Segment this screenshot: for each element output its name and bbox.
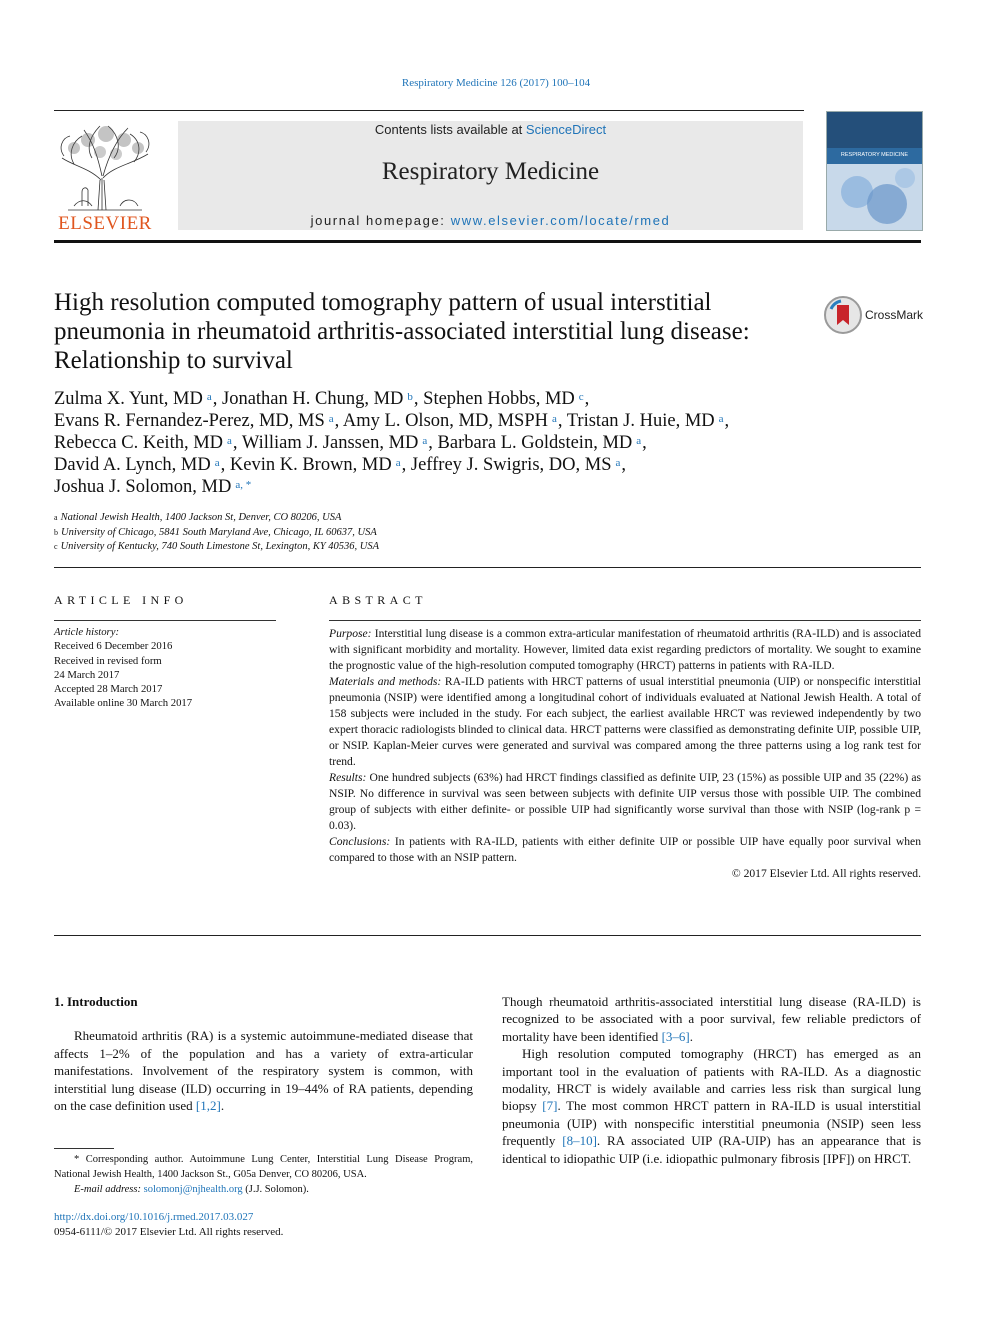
intro-paragraph-1 (54, 1027, 473, 1114)
abstract-results (329, 770, 921, 834)
journal-masthead (178, 121, 803, 230)
author-affiliation-marker[interactable]: a (422, 435, 428, 447)
section-rule (54, 567, 921, 568)
reference-link[interactable]: [7] (542, 1098, 558, 1114)
author-affiliation-marker[interactable]: a (615, 457, 621, 469)
author-name: Amy L. Olson, MD, MSPH (342, 411, 548, 431)
paragraph-text: Rheumatoid arthritis (RA) is a systemic autoimmune-mediated disease that affects 1–2% of the population and has a variety of extra-articular manifestations. Involvement of the respiratory system is common, with interstitial lung disease (ILD) occurring in 19–44% of RA patients, depending on the case definition used (54, 1028, 473, 1114)
issn-line: 0954-6111/© 2017 Elsevier Ltd. All rights reserved. (54, 1226, 284, 1238)
history-heading: Article history: (54, 626, 120, 638)
author-affiliation-marker[interactable]: a (551, 413, 557, 425)
header-rule (54, 110, 804, 111)
author-name: Tristan J. Huie, MD (566, 411, 715, 431)
affiliation-text: University of Kentucky, 740 South Limestone St, Lexington, KY 40536, USA (60, 541, 380, 552)
intro-paragraph-1-cont (502, 993, 921, 1045)
cover-title: RESPIRATORY MEDICINE (840, 152, 909, 158)
author-name: Jonathan H. Chung, MD (222, 389, 404, 409)
corresponding-author-footnote (54, 1152, 473, 1197)
author-affiliation-marker[interactable]: a (636, 435, 642, 447)
doi-link[interactable]: http://dx.doi.org/10.1016/j.rmed.2017.03.027 (54, 1211, 254, 1223)
footnote-text: * Corresponding author. Autoimmune Lung Center, Interstitial Lung Disease Program, National Jewish Health, 1400 Jackson St., G05a Denver, CO 80206, USA. (54, 1154, 473, 1180)
abstract-text: Interstitial lung disease is a common extra-articular manifestation of rheumatoid arthritis (RA-ILD) and is associated with significant morbidity and mortality. However, limited data exist regarding predictors of mortality. We sought to examine the prognostic value of the high-resolution computed tomography (HRCT) patterns in patients with RA-ILD. (329, 627, 921, 672)
author-list (54, 388, 814, 498)
author-name: David A. Lynch, MD (54, 455, 211, 475)
masthead-rule (54, 240, 921, 243)
author-line: Rebecca C. Keith, MD $^a$, William J. Janssen, MD $^a$, Barbara L. Goldstein, MD $^a$, (54, 433, 647, 453)
abstract-heading: ABSTRACT (329, 593, 427, 607)
intro-paragraph-2 (502, 1045, 921, 1167)
author-line: Zulma X. Yunt, MD $^a$, Jonathan H. Chung, MD $^b$, Stephen Hobbs, MD $^c$, (54, 389, 590, 409)
affiliation-text: National Jewish Health, 1400 Jackson St, Denver, CO 80206, USA (60, 512, 342, 523)
abstract-label: Purpose: (329, 627, 372, 640)
author-line: David A. Lynch, MD $^a$, Kevin K. Brown, MD $^a$, Jeffrey J. Swigris, DO, MS $^a$, (54, 455, 626, 475)
author-affiliation-marker[interactable]: a, * (235, 479, 252, 491)
body-column-right (502, 993, 921, 1167)
affiliation-item (54, 511, 814, 526)
history-item: Accepted 28 March 2017 (54, 683, 163, 696)
author-affiliation-marker[interactable]: a (395, 457, 401, 469)
crossmark-icon (823, 295, 863, 335)
reference-link[interactable]: [1,2] (195, 1098, 221, 1114)
section-heading-introduction: 1. Introduction (54, 994, 138, 1009)
paragraph-text: . (689, 1028, 693, 1044)
author-affiliation-marker[interactable]: b (407, 391, 413, 403)
reference-link[interactable]: [3–6] (661, 1028, 690, 1044)
email-label: E-mail address: (74, 1184, 144, 1195)
history-item: Available online 30 March 2017 (54, 697, 193, 710)
paragraph-text: . The most common HRCT pattern in RA-ILD is usual interstitial pneumonia (UIP) with nonspecific interstitial pneumonia (NSIP) seen less frequently (502, 1098, 922, 1149)
article-info-heading: ARTICLE INFO (54, 593, 188, 607)
elsevier-logo (54, 118, 156, 233)
affiliation-label: a (54, 513, 58, 522)
paragraph-text: Though rheumatoid arthritis-associated interstitial lung disease (RA-ILD) is recognized to be associated with a poor survival, few reliable predictors of mortality have been identified (502, 994, 921, 1044)
author-name: Joshua J. Solomon, MD (54, 477, 232, 497)
author-line (54, 476, 814, 498)
abstract-text: In patients with RA-ILD, patients with either definite UIP or possible UIP have equally poor survival when compared to those with an NSIP pattern. (329, 835, 921, 864)
author-affiliation-marker[interactable]: a (214, 457, 220, 469)
author-affiliation-marker[interactable]: c (578, 391, 584, 403)
affiliation-item (54, 526, 814, 541)
contents-line (178, 122, 803, 137)
body-column-left (54, 993, 473, 1114)
author-name: Rebecca C. Keith, MD (54, 433, 224, 453)
email-link[interactable]: solomonj@njhealth.org (143, 1184, 243, 1195)
article-history (54, 625, 276, 711)
author-name: Jeffrey J. Swigris, DO, MS (410, 455, 612, 475)
author-name: Evans R. Fernandez-Perez, MD, MS (54, 411, 325, 431)
abstract-copyright: © 2017 Elsevier Ltd. All rights reserved. (731, 867, 921, 880)
journal-title: Respiratory Medicine (381, 158, 600, 185)
abstract-body (329, 626, 921, 882)
paragraph-text: . (220, 1098, 225, 1114)
history-item: Received in revised form (54, 654, 162, 667)
author-affiliation-marker[interactable]: a (206, 391, 212, 403)
abstract-purpose (329, 626, 921, 674)
abstract-label: Conclusions: (329, 835, 391, 848)
affiliation-list (54, 511, 814, 555)
homepage-line (178, 213, 803, 228)
abstract-label: Results: (329, 771, 367, 784)
article-info-rule (54, 620, 276, 621)
author-affiliation-marker[interactable]: a (328, 413, 334, 425)
crossmark-badge[interactable] (823, 295, 923, 337)
footnote-email-line (54, 1182, 473, 1197)
author-name: Stephen Hobbs, MD (423, 389, 575, 409)
footnote-rule (54, 1148, 114, 1149)
abstract-methods (329, 674, 921, 770)
article-title: High resolution computed tomography pattern of usual interstitial pneumonia in rheumatoid arthritis-associated interstitial lung disease: Relationship to survival (54, 289, 750, 374)
history-item: 24 March 2017 (54, 668, 120, 681)
crossmark-label: CrossMark (865, 308, 924, 322)
author-line: Evans R. Fernandez-Perez, MD, MS $^a$, Amy L. Olson, MD, MSPH $^a$, Tristan J. Huie, MD $^a$, (54, 411, 730, 431)
email-suffix: (J.J. Solomon). (242, 1184, 309, 1195)
author-affiliation-marker[interactable]: a (227, 435, 232, 447)
affiliation-label: c (54, 542, 58, 551)
reference-link[interactable]: [8–10] (562, 1133, 597, 1149)
sciencedirect-link[interactable]: ScienceDirect (525, 122, 607, 137)
journal-citation[interactable]: Respiratory Medicine 126 (2017) 100–104 (401, 77, 591, 89)
homepage-prefix: journal homepage: (310, 213, 451, 228)
affiliation-item (54, 540, 814, 555)
elsevier-wordmark: ELSEVIER (58, 213, 152, 234)
abstract-text: RA-ILD patients with HRCT patterns of usual interstitial pneumonia (UIP) or nonspecific interstitial pneumonia (NSIP) were identified among a longitudinal cohort of individuals evaluated at National Jewish Health. A total of 158 subjects were included in the study. For each subject, the earliest available HRCT was reviewed independently by two expert thoracic radiologists blinded to clinical data. HRCT patterns were classified as demonstrating definite UIP, possible UIP, or NSIP. Kaplan-Meier curves were generated and survival was compared among the three patterns using a log rank test for trend. (329, 675, 921, 768)
journal-cover-thumbnail (826, 111, 923, 231)
author-name: Zulma X. Yunt, MD (54, 389, 203, 409)
affiliation-label: b (54, 527, 58, 537)
author-name: Barbara L. Goldstein, MD (437, 433, 633, 453)
affiliation-text: University of Chicago, 5841 South Maryland Ave, Chicago, IL 60637, USA (61, 526, 377, 538)
author-affiliation-marker[interactable]: a (718, 413, 724, 425)
body-rule (54, 935, 921, 936)
author-name: Kevin K. Brown, MD (229, 455, 392, 475)
history-item: Received 6 December 2016 (54, 640, 173, 653)
abstract-conclusions (329, 834, 921, 866)
abstract-text: One hundred subjects (63%) had HRCT findings classified as definite UIP, 23 (15%) as possible UIP and 35 (22%) as NSIP. No difference in survival was seen between subjects with definite UIP versus those with possible UIP. The combined group of subjects with either definite- or possible UIP had significantly worse survival than those with NSIP (log-rank p = 0.03). (329, 771, 921, 832)
homepage-link[interactable]: www.elsevier.com/locate/rmed (450, 213, 671, 228)
contents-prefix: Contents lists available at (374, 122, 526, 137)
abstract-rule (329, 620, 921, 621)
abstract-label: Materials and methods: (329, 675, 442, 688)
paragraph-text: High resolution computed tomography (HRCT) has emerged as an important tool in the evaluation of patients with RA-ILD. As a diagnostic modality, HRCT is widely available and carries less risk than surgical lung biopsy (502, 1046, 921, 1114)
author-name: William J. Janssen, MD (241, 433, 419, 453)
paragraph-text: . RA associated UIP (RA-UIP) has an appearance that is identical to idiopathic UIP (i.e. idiopathic pulmonary fibrosis [IPF]) on HRCT. (502, 1133, 922, 1166)
cover-image-icon (827, 112, 922, 230)
